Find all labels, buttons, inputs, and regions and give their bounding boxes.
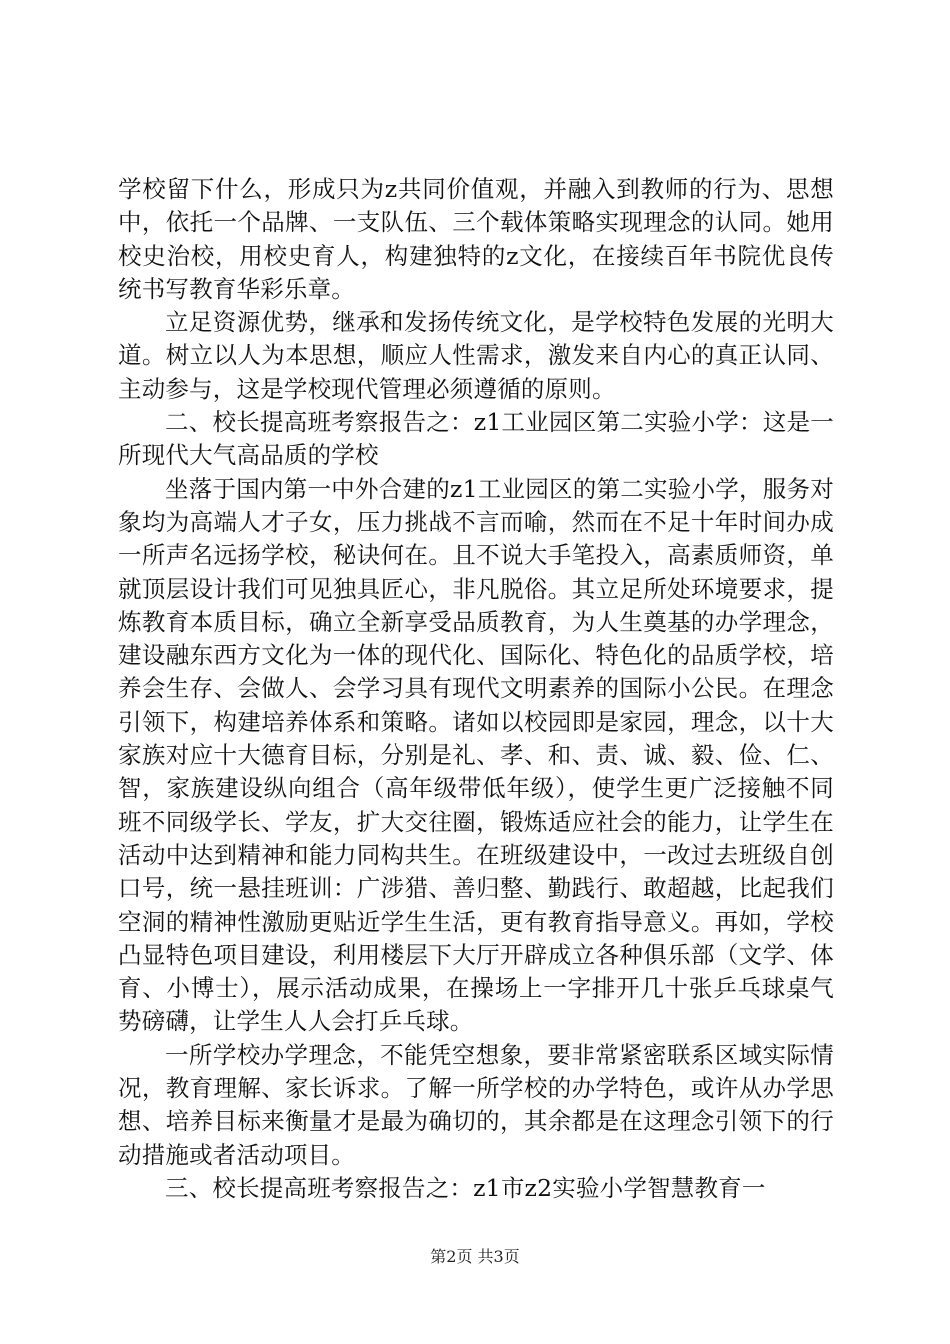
paragraph-3: 坐落于国内第一中外合建的z1工业园区的第二实验小学，服务对象均为高端人才子女，压力挑战不言而喻，然而在不足十年时间办成一所声名远扬学校，秘诀何在。且不说大手笔投入，高素质师资，单就顶层设计我们可见独具匠心，非凡脱俗。其立足所处环境要求，提炼教育本质目标，确立全新享受品质教育，为人生奠基的办学理念，建设融东西方文化为一体的现代化、国际化、特色化的品质学校，培养会生存、会做人、会学习具有现代文明素养的国际小公民。在理念引领下，构建培养体系和策略。诸如以校园即是家园，理念，以十大家族对应十大德育目标，分别是礼、孝、和、责、诚、毅、俭、仁、智，家族建设纵向组合（高年级带低年级），使学生更广泛接触不同班不同级学长、学友，扩大交往圈，锻炼适应社会的能力，让学生在活动中达到精神和能力同构共生。在班级建设中，一改过去班级自创口号，统一悬挂班训：广涉猎、善归整、勤践行、敢超越，比起我们空洞的精神性激励更贴近学生生活，更有教育指导意义。再如，学校凸显特色项目建设，利用楼层下大厅开辟成立各种俱乐部（文学、体育、小博士），展示活动成果，在操场上一字排开几十张乒乓球桌气势磅礴，让学生人人会打乒乓球。 [118,474,834,1036]
page-number-footer: 第2页 共3页 [430,1247,520,1266]
section-heading-2: 二、校长提高班考察报告之：z1工业园区第二实验小学：这是一所现代大气高品质的学校 [118,408,834,470]
paragraph-2: 立足资源优势，继承和发扬传统文化，是学校特色发展的光明大道。树立以人为本思想，顺应人性需求，激发来自内心的真正认同、主动参与，这是学校现代管理必须遵循的原则。 [118,308,834,403]
section-heading-3: 三、校长提高班考察报告之：z1市z2实验小学智慧教育一 [165,1173,766,1202]
paragraph-1: 学校留下什么，形成只为z共同价值观，并融入到教师的行为、思想中，依托一个品牌、一支队伍、三个载体策略实现理念的认同。她用校史治校，用校史育人，构建独特的z文化，在接续百年书院优良传统书写教育华彩乐章。 [118,175,834,303]
paragraph-4: 一所学校办学理念，不能凭空想象，要非常紧密联系区域实际情况，教育理解、家长诉求。了解一所学校的办学特色，或许从办学思想、培养目标来衡量才是最为确切的，其余都是在这理念引领下的行动措施或者活动项目。 [118,1040,834,1169]
document-body [118,173,834,1205]
